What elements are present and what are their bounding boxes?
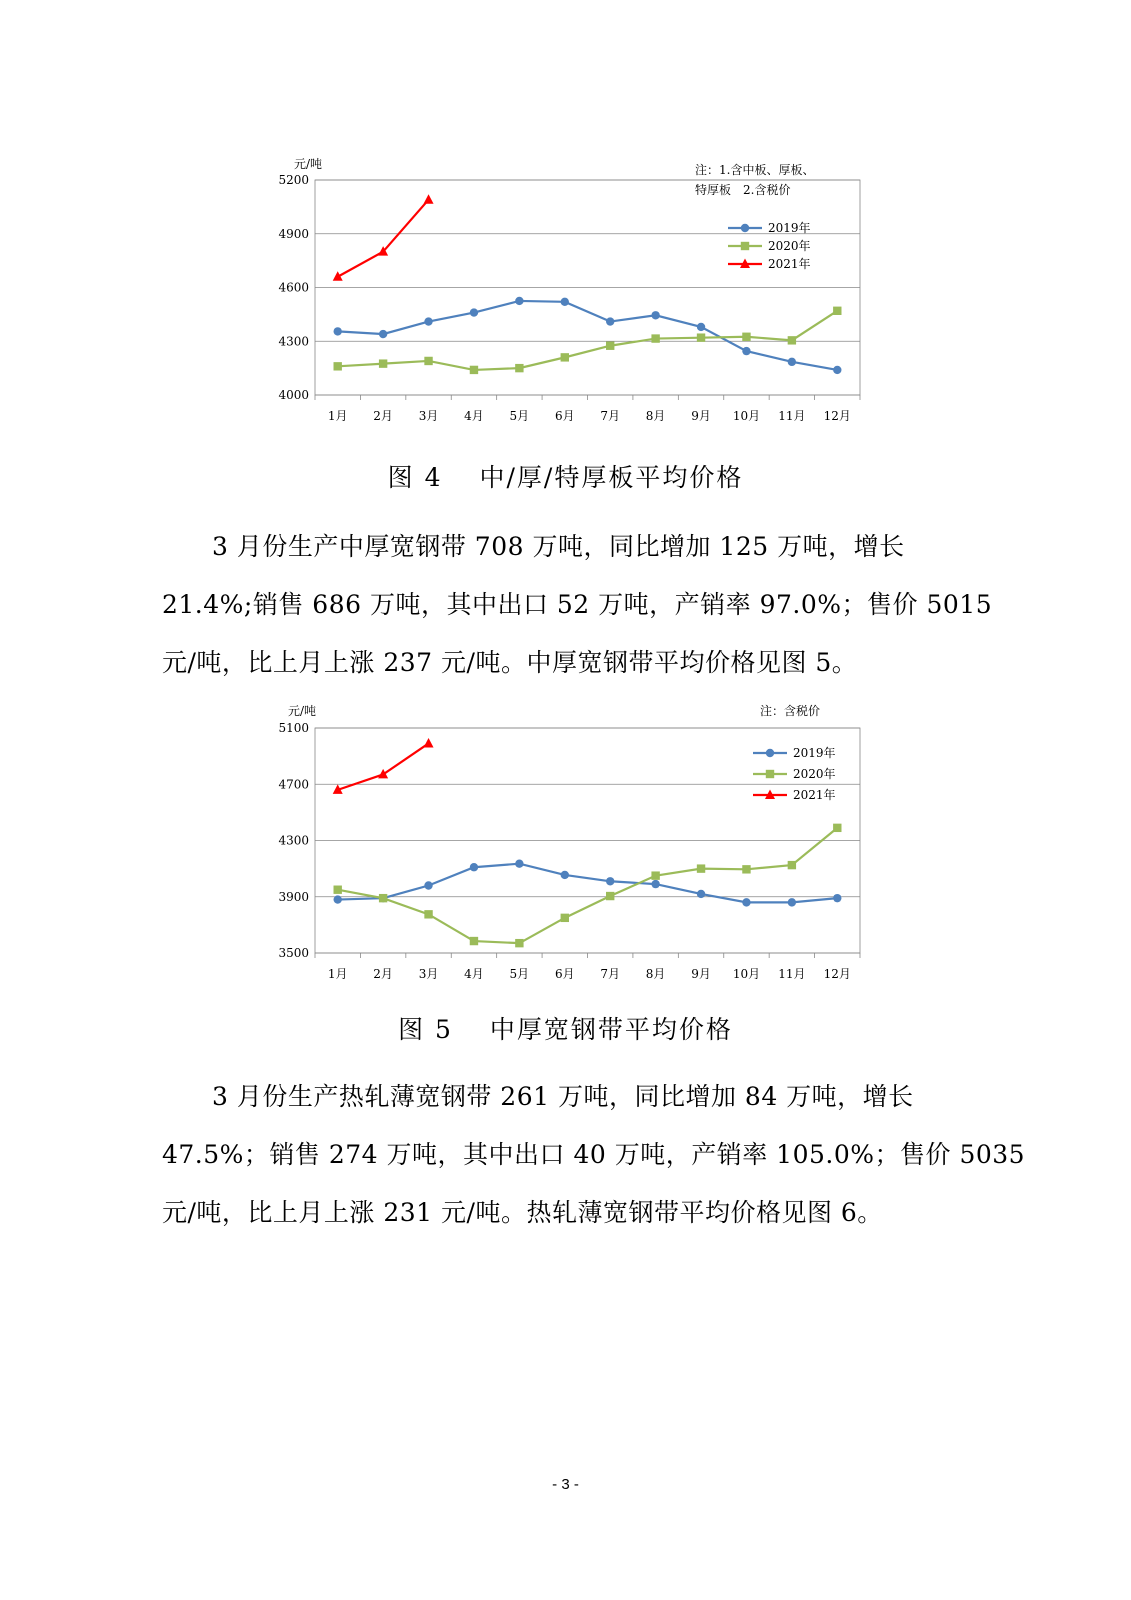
x-tick-label: 10月 <box>732 409 761 423</box>
legend-label: 2019年 <box>793 746 836 760</box>
data-point <box>697 864 705 872</box>
x-tick-label: 5月 <box>509 967 530 981</box>
data-point <box>561 353 569 361</box>
paragraph-line: 3 月份生产热轧薄宽钢带 261 万吨，同比增加 84 万吨，增长 <box>212 1082 914 1111</box>
paragraph-medium-thick-strip <box>162 518 993 692</box>
data-point <box>697 333 705 341</box>
paragraph-line: 21.4%;销售 686 万吨，其中出口 52 万吨，产销率 97.0%；售价 5015 <box>162 590 993 619</box>
chart-note: 特厚板 2.含税价 <box>695 183 791 197</box>
data-point <box>651 880 659 888</box>
data-point <box>606 342 614 350</box>
data-point <box>379 894 387 902</box>
data-point <box>651 334 659 342</box>
data-point <box>334 362 342 370</box>
data-point <box>379 330 387 338</box>
data-point <box>788 358 796 366</box>
y-tick-label: 4600 <box>278 280 309 295</box>
y-tick-label: 3500 <box>278 946 309 960</box>
x-tick-label: 2月 <box>373 409 393 423</box>
legend-marker <box>741 224 749 232</box>
line-chart <box>270 695 910 995</box>
legend-label: 2020年 <box>768 239 811 253</box>
caption-fig5: 图 5 中厚宽钢带平均价格 <box>398 1015 733 1044</box>
legend-label: 2020年 <box>793 767 836 781</box>
x-tick-label: 12月 <box>823 967 851 981</box>
chart-fig5 <box>270 695 910 995</box>
data-point <box>651 871 659 879</box>
data-point <box>424 738 434 748</box>
y-tick-label: 4300 <box>278 334 309 349</box>
legend-marker <box>766 749 774 757</box>
x-tick-label: 7月 <box>600 409 621 423</box>
chart-fig4 <box>270 150 910 440</box>
data-point <box>697 323 705 331</box>
y-tick-label: 5100 <box>278 721 309 735</box>
x-tick-label: 4月 <box>464 409 484 423</box>
y-tick-label: 3900 <box>278 889 309 904</box>
paragraph-line: 元/吨，比上月上涨 237 元/吨。中厚宽钢带平均价格见图 5。 <box>162 648 858 677</box>
x-tick-label: 10月 <box>732 967 761 981</box>
legend-label: 2021年 <box>768 257 811 271</box>
y-axis-label: 元/吨 <box>294 157 323 171</box>
x-tick-label: 12月 <box>823 409 851 423</box>
chart-note: 注：含税价 <box>760 704 821 718</box>
x-tick-label: 1月 <box>327 409 348 423</box>
paragraph-line: 3 月份生产中厚宽钢带 708 万吨，同比增加 125 万吨，增长 <box>212 532 905 561</box>
data-point <box>424 194 434 204</box>
line-chart <box>270 150 910 440</box>
series-line <box>338 828 838 943</box>
x-tick-label: 6月 <box>554 409 575 423</box>
data-point <box>788 336 796 344</box>
y-tick-label: 4300 <box>278 833 309 848</box>
data-point <box>470 937 478 945</box>
data-point <box>742 898 750 906</box>
caption-fig4: 图 4 中/厚/特厚板平均价格 <box>387 463 744 492</box>
x-tick-label: 11月 <box>778 967 806 981</box>
x-tick-label: 2月 <box>373 967 393 981</box>
data-point <box>334 327 342 335</box>
data-point <box>424 357 432 365</box>
x-tick-label: 11月 <box>778 409 806 423</box>
y-tick-label: 4000 <box>278 388 309 402</box>
x-tick-label: 7月 <box>600 967 621 981</box>
data-point <box>788 861 796 869</box>
paragraph-line: 47.5%；销售 274 万吨，其中出口 40 万吨，产销率 105.0%；售价 5035 <box>162 1140 1026 1169</box>
data-point <box>833 894 841 902</box>
series-line <box>338 301 838 370</box>
data-point <box>833 307 841 315</box>
data-point <box>515 364 523 372</box>
legend-label: 2019年 <box>768 221 811 235</box>
x-tick-label: 9月 <box>691 967 711 981</box>
paragraph-hot-rolled-strip <box>162 1068 1026 1242</box>
data-point <box>606 877 614 885</box>
data-point <box>379 359 387 367</box>
data-point <box>470 863 478 871</box>
data-point <box>515 860 523 868</box>
data-point <box>788 898 796 906</box>
data-point <box>561 298 569 306</box>
y-axis-label: 元/吨 <box>288 704 317 718</box>
series-line <box>338 311 838 370</box>
data-point <box>424 317 432 325</box>
data-point <box>334 886 342 894</box>
data-point <box>515 939 523 947</box>
legend-marker <box>741 242 749 250</box>
data-point <box>697 890 705 898</box>
series-line <box>338 743 429 789</box>
page-number: - 3 - <box>552 1476 579 1493</box>
x-tick-label: 9月 <box>691 409 711 423</box>
data-point <box>424 910 432 918</box>
paragraph-line: 元/吨，比上月上涨 231 元/吨。热轧薄宽钢带平均价格见图 6。 <box>162 1198 883 1227</box>
x-tick-label: 8月 <box>645 967 666 981</box>
chart-note: 注：1.含中板、厚板、 <box>695 163 815 177</box>
x-tick-label: 3月 <box>418 967 439 981</box>
legend-label: 2021年 <box>793 788 836 802</box>
legend-marker <box>766 770 774 778</box>
series-line <box>338 200 429 277</box>
data-point <box>742 865 750 873</box>
data-point <box>515 297 523 305</box>
data-point <box>561 914 569 922</box>
x-tick-label: 3月 <box>418 409 439 423</box>
y-tick-label: 4700 <box>278 777 309 792</box>
data-point <box>742 333 750 341</box>
data-point <box>470 366 478 374</box>
data-point <box>742 347 750 355</box>
data-point <box>833 366 841 374</box>
data-point <box>606 892 614 900</box>
data-point <box>470 308 478 316</box>
data-point <box>424 881 432 889</box>
x-tick-label: 6月 <box>554 967 575 981</box>
y-tick-label: 5200 <box>278 173 309 187</box>
data-point <box>561 871 569 879</box>
data-point <box>651 311 659 319</box>
data-point <box>334 895 342 903</box>
data-point <box>378 769 388 779</box>
x-tick-label: 4月 <box>464 967 484 981</box>
x-tick-label: 8月 <box>645 409 666 423</box>
x-tick-label: 1月 <box>327 967 348 981</box>
x-tick-label: 5月 <box>509 409 530 423</box>
data-point <box>833 824 841 832</box>
data-point <box>606 317 614 325</box>
y-tick-label: 4900 <box>278 226 309 241</box>
